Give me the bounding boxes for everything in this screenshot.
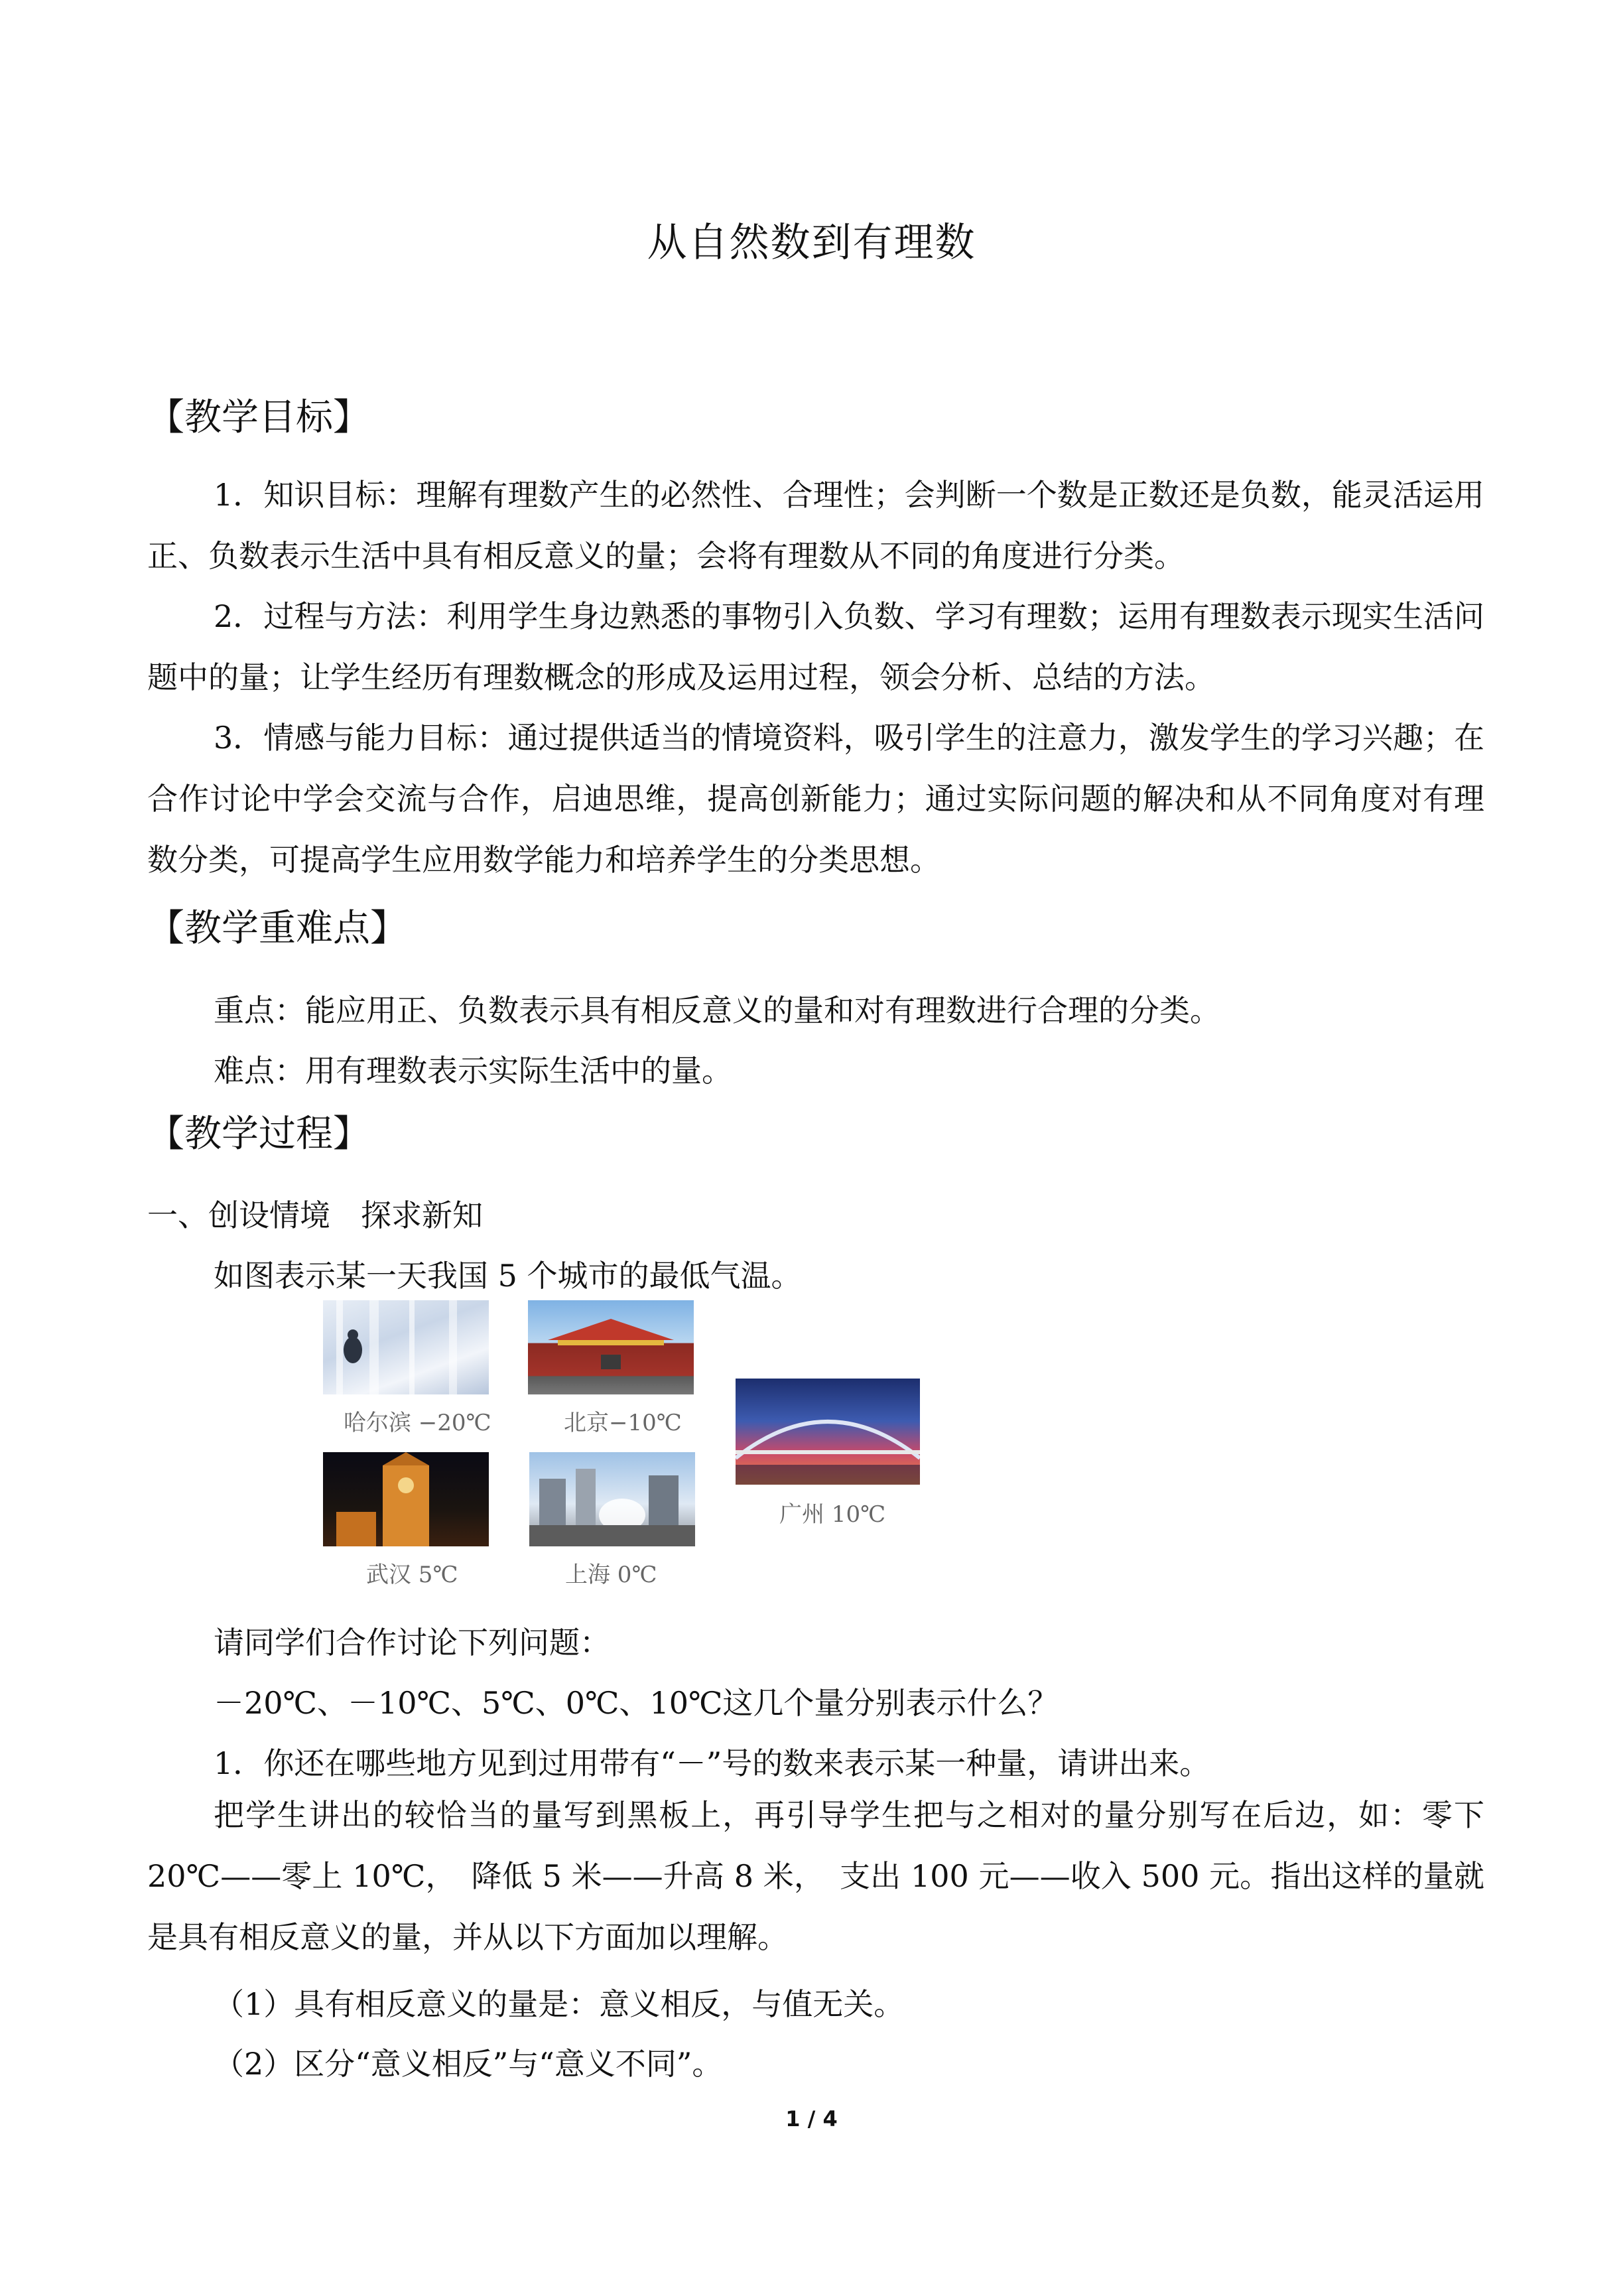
page-number: 1 / 4 xyxy=(785,2106,838,2131)
caption-guangzhou: 广州 10℃ xyxy=(779,1501,886,1528)
caption-beijing: 北京−10℃ xyxy=(564,1410,682,1436)
ice-sculpture-icon xyxy=(323,1300,489,1394)
document-title: 从自然数到有理数 xyxy=(647,220,976,266)
section-heading-process: 【教学过程】 xyxy=(147,1113,370,1156)
process-point-1: （1）具有相反意义的量是：意义相反，与值无关。 xyxy=(214,1986,905,2022)
key-difficulty: 难点：用有理数表示实际生活中的量。 xyxy=(214,1053,732,1089)
city-plaza-icon xyxy=(529,1452,695,1546)
process-question: －20℃、－10℃、5℃、0℃、10℃这几个量分别表示什么？ xyxy=(214,1685,1059,1721)
caption-harbin: 哈尔滨 −20℃ xyxy=(344,1410,491,1436)
process-point-2: （2）区分“意义相反”与“意义不同”。 xyxy=(214,2046,723,2082)
clock-tower-icon xyxy=(323,1452,489,1546)
goal-paragraph-2: 2．过程与方法：利用学生身边熟悉的事物引入负数、学习有理数；运用有理数表示现实生活问题中的量；让学生经历有理数概念的形成及运用过程，领会分析、总结的方法。 xyxy=(147,598,1484,695)
wuhan-photo xyxy=(323,1452,489,1546)
key-focus: 重点：能应用正、负数表示具有相反意义的量和对有理数进行合理的分类。 xyxy=(214,992,1220,1028)
goal-paragraph-3: 3．情感与能力目标：通过提供适当的情境资料，吸引学生的注意力，激发学生的学习兴趣；在合作讨论中学会交流与合作，启迪思维，提高创新能力；通过实际问题的解决和从不同角度对有理数分类，可提高学生应用数学能力和培养学生的分类思想。 xyxy=(147,720,1484,878)
section-heading-key: 【教学重难点】 xyxy=(147,907,407,950)
goal-paragraph-1: 1．知识目标：理解有理数产生的必然性、合理性；会判断一个数是正数还是负数，能灵活运用正、负数表示生活中具有相反意义的量；会将有理数从不同的角度进行分类。 xyxy=(147,477,1484,574)
process-step-1: 一、创设情境 探求新知 xyxy=(147,1197,483,1233)
process-discuss: 请同学们合作讨论下列问题： xyxy=(214,1625,610,1660)
tiananmen-icon xyxy=(528,1300,694,1394)
section-heading-goals: 【教学目标】 xyxy=(147,396,370,439)
beijing-photo xyxy=(528,1300,694,1394)
guangzhou-photo xyxy=(736,1379,920,1485)
process-intro: 如图表示某一天我国 5 个城市的最低气温。 xyxy=(214,1258,802,1294)
process-q1: 1．你还在哪些地方见到过用带有“－”号的数来表示某一种量，请讲出来。 xyxy=(214,1745,1210,1781)
caption-wuhan: 武汉 5℃ xyxy=(366,1562,458,1588)
process-explain: 把学生讲出的较恰当的量写到黑板上，再引导学生把与之相对的量分别写在后边，如：零下 20℃——零上 10℃， 降低 5 米——升高 8 米， 支出 100 元——收入 500 元。指出这样的量就是具有相反意义的量，并从以下方面加以理解。 xyxy=(147,1797,1484,1955)
bridge-icon xyxy=(736,1379,920,1485)
caption-shanghai: 上海 0℃ xyxy=(565,1562,657,1588)
harbin-photo xyxy=(323,1300,489,1394)
shanghai-photo xyxy=(529,1452,695,1546)
